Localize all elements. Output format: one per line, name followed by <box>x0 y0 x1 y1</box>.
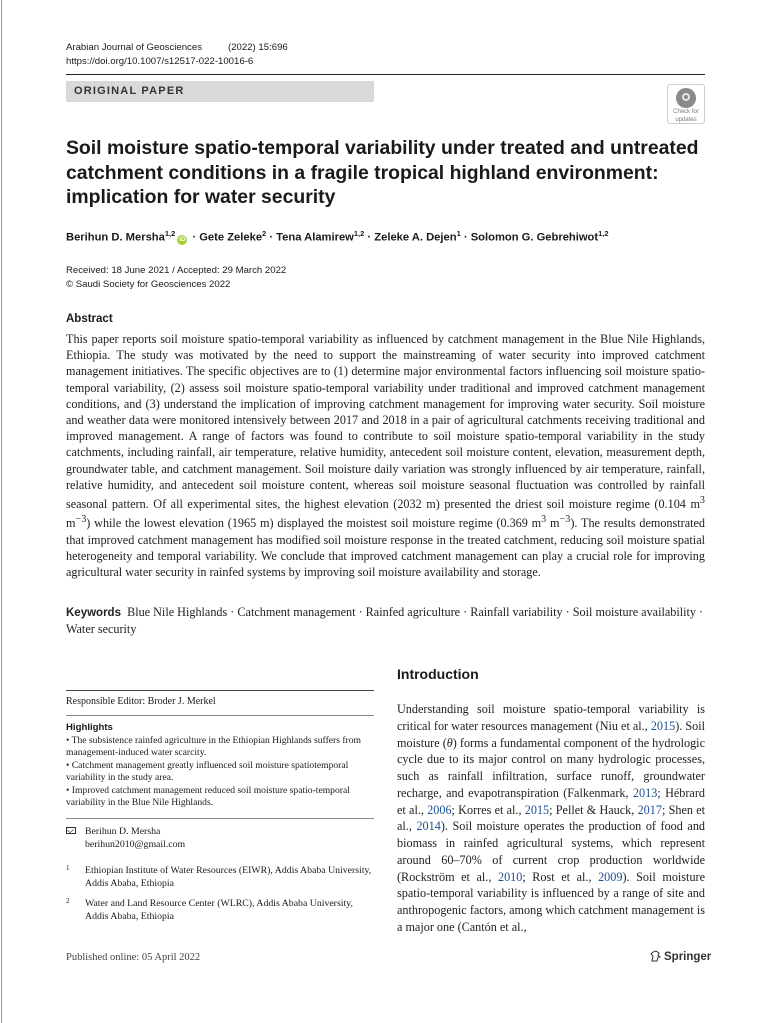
journal-volume: (2022) 15:696 <box>228 42 288 53</box>
check-updates-icon <box>676 88 696 108</box>
abstract-part: m <box>546 516 560 531</box>
superscript: −3 <box>559 514 571 526</box>
citation-link[interactable]: 2009 <box>598 869 623 884</box>
springer-horse-icon <box>650 950 661 962</box>
badge-line-1: Check for <box>673 109 699 115</box>
intro-part: ; Hébrard et al., <box>397 785 705 817</box>
envelope-icon <box>66 827 76 834</box>
highlight-item: • The subsistence rainfed agriculture in the Ethiopian Highlands suffers from management-induced water scarcity. <box>66 735 362 759</box>
intro-part: ; Shen et al., <box>397 802 705 834</box>
highlights-heading: Highlights <box>66 722 113 733</box>
author-list: Berihun D. Mersha$^{1,2}$iD · Gete Zeleke$^2$ · Tena Alamirew$^{1,2}$ · Zeleke A. Dejen$^1$ · Solomon G. Gebrehiwot$^{1,2}$ <box>66 229 609 244</box>
superscript: 3 <box>699 495 705 507</box>
sidebar-rule <box>66 690 374 691</box>
published-online: Published online: 05 April 2022 <box>66 952 201 963</box>
intro-part: ; Rost et al., <box>522 869 599 884</box>
citation-link[interactable]: 2014 <box>416 819 441 834</box>
author-name[interactable]: Zeleke A. Dejen <box>374 231 457 244</box>
corresponding-author <box>66 825 374 923</box>
paper-title: Soil moisture spatio-temporal variability under treated and untreated catchment conditions in a fragile tropical highland environment: implication for water security <box>66 137 699 208</box>
author-affiliation: 1,2 <box>164 229 176 238</box>
citation-link[interactable]: 2015 <box>524 802 550 817</box>
affiliation-text: Water and Land Resource Center (WLRC), Addis Ababa University, Addis Ababa, Ethiopia <box>85 898 353 923</box>
page-edge <box>1 0 2 1023</box>
introduction-text <box>397 701 705 936</box>
theta-symbol: θ <box>446 735 453 750</box>
intro-part: ). Soil moisture spatio-temporal variability is influenced by a range of site and anthropogenic factors, among which catchment management is a major one (Cantón et al., <box>397 869 706 934</box>
affiliation-number: 1 <box>66 864 70 872</box>
publisher-logo <box>650 950 711 963</box>
publisher-name: Springer <box>664 951 712 963</box>
superscript: 3 <box>541 514 547 526</box>
abstract-part: This paper reports soil moisture spatio-temporal variability as influenced by catchment management in the Blue Nile Highlands, Ethiopia. The study was motivated by the need to support the mainstreaming of water security into improved catchment management initiatives. The specific objectives are to (1) determine major environmental factors influencing soil moisture spatio-temporal variability, (2) assess soil moisture spatio-temporal variability under traditional and improved catchment management conditions, and (3) understand the implication of improving catchment management for improving water security. Soil moisture and weather data were monitored intensively between 2017 and 2018 in a pair of agricultural catchments receiving traditional and improved management. A range of factors was found to contribute to soil moisture spatio-temporal variability in the study catchments, including rainfall, air temperature, relative humidity, antecedent soil moisture content, elevation, measurement depth, groundwater table, and catchment management. Soil moisture daily variation was strongly influenced by air temperature, rainfall, relative humidity, and antecedent soil moisture content, whereas soil moisture seasonal fluctuation was controlled by rainfall seasonal pattern. Of all experimental sites, the highest elevation (2032 m) presented the driest soil moisture regime (0.104 m <box>66 332 705 512</box>
journal-header <box>66 41 288 69</box>
abstract-part: ). The results demonstrated that improved catchment management has modified soil moisture response in the treated catchment, reducing soil moisture spatial heterogeneity and temporal variability. We conclude that improved catchment management can play a crucial role for improving agricultural water security in rainfed systems by improving soil moisture availability and storage. <box>66 516 706 579</box>
highlight-item: • Improved catchment management reduced soil moisture spatio-temporal variability in the Blue Nile Highlands. <box>66 784 350 809</box>
contact-name: Berihun D. Mersha <box>85 826 161 837</box>
citation-link[interactable]: 2013 <box>632 785 658 800</box>
keywords-list: Blue Nile Highlands · Catchment management · Rainfed agriculture · Rainfall variability · Soil moisture availability · Water security <box>66 605 704 637</box>
intro-part: ). Soil moisture operates the production of food and biomass in rainfed agricultural systems, which represent around 60–70% of current crop production worldwide (Rockström et al., <box>397 819 706 884</box>
abstract-part: m <box>66 516 76 531</box>
intro-part: ). Soil moisture ( <box>397 718 706 750</box>
journal-name: Arabian Journal of Geosciences <box>66 42 202 53</box>
citation-link[interactable]: 2006 <box>427 802 452 817</box>
check-for-updates-badge[interactable] <box>667 84 705 124</box>
contact-email[interactable]: berihun2010@gmail.com <box>85 839 186 851</box>
badge-line-2: updates <box>675 116 697 123</box>
author-name[interactable]: Tena Alamirew <box>276 231 354 244</box>
author-affiliation: 1 <box>456 229 461 238</box>
author-affiliation: 2 <box>262 229 267 238</box>
keywords <box>66 604 705 637</box>
highlight-item: • Catchment management greatly influenced soil moisture spatiotemporal variability in the study area. <box>66 759 349 784</box>
citation-link[interactable]: 2017 <box>637 802 662 817</box>
author-affiliation: 1,2 <box>353 229 365 238</box>
paper-type-banner: ORIGINAL PAPER <box>66 81 374 102</box>
copyright: © Saudi Society for Geosciences 2022 <box>66 278 231 290</box>
publication-dates <box>66 264 286 291</box>
citation-link[interactable]: 2015 <box>650 718 676 733</box>
highlights-list <box>66 735 366 809</box>
sidebar-rule <box>66 818 374 819</box>
abstract-part: ) while the lowest elevation (1965 m) displayed the moistest soil moisture regime (0.369 m <box>86 516 542 531</box>
keywords-heading: Keywords <box>66 607 121 619</box>
received-accepted: Received: 18 June 2021 / Accepted: 29 March 2022 <box>66 265 287 276</box>
author-affiliation: 1,2 <box>598 229 609 238</box>
citation-link[interactable]: 2010 <box>497 869 523 884</box>
header-rule <box>66 74 705 75</box>
affiliation-text: Ethiopian Institute of Water Resources (EIWR), Addis Ababa University, Addis Ababa, Ethiopia <box>85 865 372 890</box>
author-name[interactable]: Berihun D. Mersha <box>66 231 165 244</box>
author-name[interactable]: Gete Zeleke <box>199 231 263 244</box>
superscript: −3 <box>75 514 87 526</box>
affiliation <box>66 864 374 891</box>
affiliation-number: 2 <box>66 897 70 905</box>
orcid-icon[interactable]: iD <box>179 235 186 243</box>
doi-link[interactable]: https://doi.org/10.1007/s12517-022-10016-6 <box>66 56 254 67</box>
author-name[interactable]: Solomon G. Gebrehiwot <box>470 231 599 244</box>
responsible-editor: Responsible Editor: Broder J. Merkel <box>66 696 216 707</box>
introduction-heading: Introduction <box>397 666 479 682</box>
intro-part: ; Pellet & Hauck, <box>549 802 638 817</box>
abstract-heading: Abstract <box>66 313 113 325</box>
intro-part: ; Korres et al., <box>451 802 525 817</box>
sidebar-rule <box>66 715 374 716</box>
affiliation <box>66 897 374 924</box>
intro-part: ) forms a fundamental component of the hydrologic cycle due to its major control on many hydrologic processes, such as rainfall infiltration, surface runoff, groundwater recharge, and evapotranspiration (Falkenmark, <box>397 735 705 800</box>
intro-part: Understanding soil moisture spatio-temporal variability is critical for water resources management (Niu et al., <box>397 702 705 733</box>
abstract-text <box>66 331 705 580</box>
